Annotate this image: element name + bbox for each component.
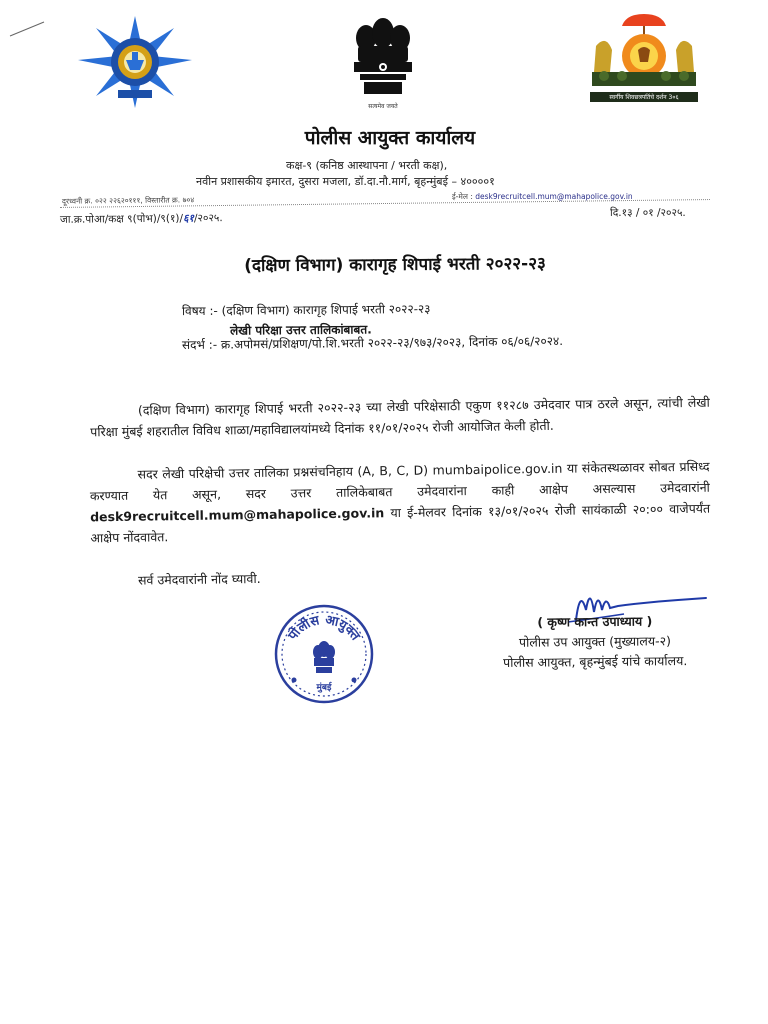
maharashtra-seal <box>582 10 706 106</box>
body-paragraph-3: सर्व उमेदवारांनी नोंद घ्यावी. <box>137 570 261 588</box>
signature-block <box>470 611 721 674</box>
ref-suffix: /२०२५. <box>193 212 223 225</box>
signatory-name: ( कृष्ण कान्त उपाध्याय ) <box>537 613 653 630</box>
official-stamp-icon <box>272 602 376 706</box>
phone-line: दूरध्वनी क्र. ०२२ २२६२०१११, विस्तारीत क्र. ७०४ <box>61 195 195 206</box>
national-emblem <box>344 16 422 110</box>
svg-text:पोलीस आयुक्त <box>284 613 363 645</box>
letter-date: दि.१३ / ०१ /२०२५. <box>610 207 686 219</box>
para2-text-a: सदर लेखी परिक्षेची उत्तर तालिका प्रश्नसंचनिहाय (A, B, C, D) mumbaipolice.gov.in या संकेतस्थळावर सोबत प्रसिध्द करण्यात येत असून, सदर उत्तर तालिकेबाबत उमेदवारांना काही आक्षेप असल्यास उमेदवारांनी <box>89 458 710 504</box>
subject-label: विषय :- <box>181 303 218 319</box>
signatory-designation: पोलीस उप आयुक्त (मुख्यालय-२) <box>518 633 672 650</box>
stamp-bottom-text: मुंबई <box>316 683 332 693</box>
seal-caption: स्वर्गीय शिवछत्रपतिंचे दर्शन 3०६ <box>590 92 698 102</box>
para2-text-b: या ई-मेलवर दिनांक १३/०१/२०२५ रोजी सायंकाळी २०:०० वाजेपर्यंत आक्षेप नोंदवावेत. <box>90 500 711 546</box>
reference-text: क्र.अपोमसं/प्रशिक्षण/पो.शि.भरती २०२२-२३/९७३/२०२३, दिनांक ०६/०६/२०२४. <box>220 334 564 352</box>
subject-line2: लेखी परिक्षा उत्तर तालिकांबाबत. <box>230 322 372 338</box>
signatory-office: पोलीस आयुक्त, बृहन्मुंबई यांचे कार्यालय. <box>503 653 688 670</box>
mumbai-police-logo-icon <box>74 14 196 110</box>
ref-prefix: जा.क्र.पोआ/कक्ष ९(पोभ)/९(१)/ <box>59 212 184 226</box>
para2-email[interactable]: desk9recruitcell.mum@mahapolice.gov.in <box>90 505 385 525</box>
national-emblem-icon <box>344 16 422 98</box>
header-email-link[interactable]: desk9recruitcell.mum@mahapolice.gov.in <box>475 192 633 201</box>
emblem-motto: सत्यमेव जयते <box>368 103 398 110</box>
address-line: नवीन प्रशासकीय इमारत, दुसरा मजला, डॉ.दा.नौ.मार्ग, बृहन्मुंबई – ४००००१ <box>196 175 495 188</box>
corner-pen-mark <box>8 18 48 38</box>
reference-label: संदर्भ :- <box>181 337 218 352</box>
cell-line: कक्ष-९ (कनिष्ठ आस्थापना / भरती कक्ष), <box>286 159 448 172</box>
subject-line1: (दक्षिण विभाग) कारागृह शिपाई भरती २०२२-२३ <box>221 301 431 318</box>
body-paragraph-1: (दक्षिण विभाग) कारागृह शिपाई भरती २०२२-२३ च्या लेखी परिक्षेसाठी एकुण ११२८७ उमेदवार पात्र ठरले असून, त्यांची लेखी परिक्षा मुंबई शहरातील विविध शाळा/महाविद्यालयांमध्ये दिनांक ११/०१/२०२५ रोजी आयोजित केली होती. <box>90 394 710 440</box>
office-title: पोलीस आयुक्त कार्यालय <box>304 127 476 149</box>
document-heading: (दक्षिण विभाग) कारागृह शिपाई भरती २०२२-२३ <box>244 253 546 277</box>
reference-line <box>182 332 563 353</box>
email-label: ई-मेल : <box>452 192 473 201</box>
body-paragraph-2 <box>89 456 710 549</box>
ref-handwritten: ६१ <box>182 212 195 225</box>
stamp-top-text: पोलीस आयुक्त <box>285 612 363 644</box>
reference-number <box>60 211 223 227</box>
